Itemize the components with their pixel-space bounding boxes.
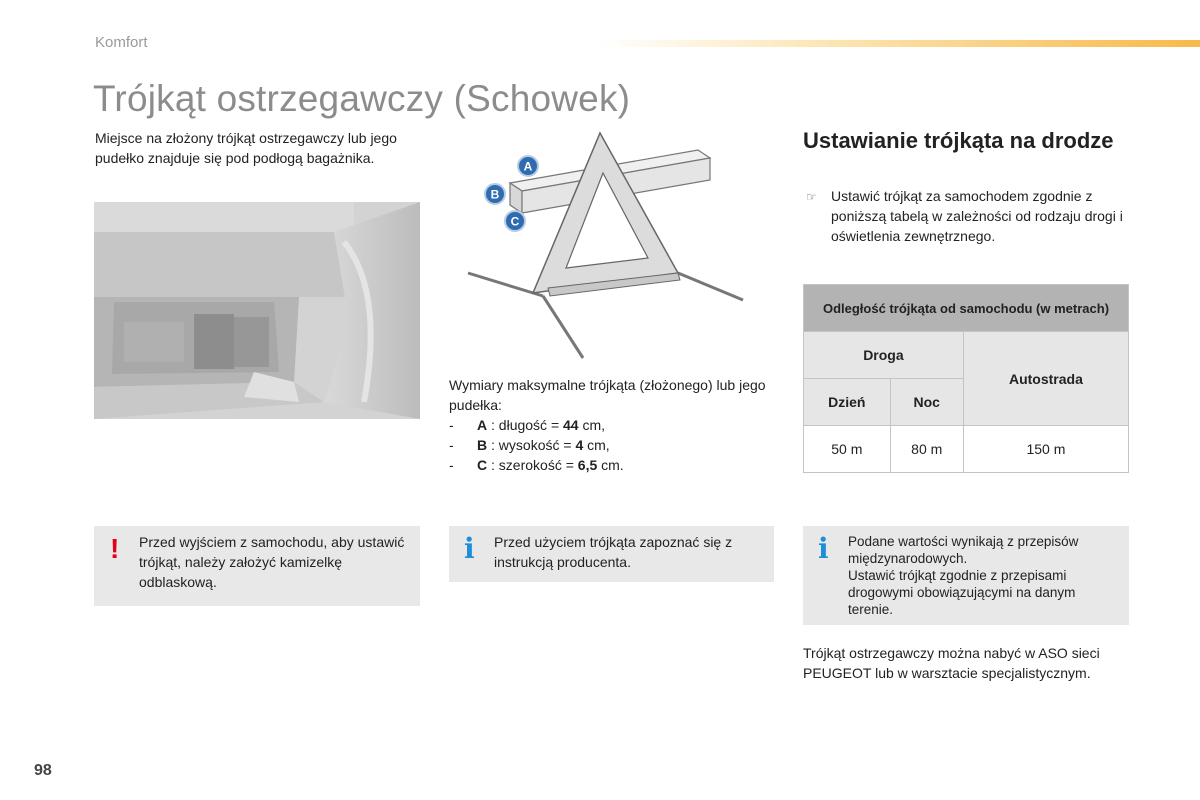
hand-pointer-icon: ☞ bbox=[806, 190, 817, 204]
table-cell-highway: 150 m bbox=[963, 426, 1128, 473]
warning-note bbox=[94, 526, 420, 606]
info-note-manual-text: Przed użyciem trójkąta zapoznać się z instrukcją producenta. bbox=[494, 534, 733, 570]
info-note-regulations-line-2: Ustawić trójkąt zgodnie z przepisami drogowymi obowiązującymi na danym terenie. bbox=[848, 568, 1076, 617]
section-heading: Ustawianie trójkąta na drodze bbox=[803, 128, 1114, 153]
triangle-foot-right bbox=[678, 273, 743, 300]
svg-text:C: C bbox=[510, 214, 520, 229]
triangle-foot-left bbox=[468, 273, 543, 296]
dimensions-intro: Wymiary maksymalne trójkąta (złożonego) lub jego pudełka: bbox=[449, 377, 766, 413]
instruction-text: Ustawić trójkąt za samochodem zgodnie z poniższą tabelą w zależności od rodzaju drogi i oświetlenia zewnętrznego. bbox=[831, 188, 1123, 244]
header-accent-bar bbox=[600, 40, 1200, 47]
table-cell-night: 80 m bbox=[890, 426, 963, 473]
label-c-icon bbox=[505, 211, 525, 231]
dimensions-block bbox=[449, 375, 779, 475]
triangle-diagram bbox=[448, 128, 773, 363]
info-icon: i bbox=[818, 532, 829, 565]
table-header-day: Dzień bbox=[804, 379, 891, 426]
svg-text:B: B bbox=[490, 187, 500, 202]
table-header-highway: Autostrada bbox=[963, 332, 1128, 426]
label-b-icon bbox=[485, 184, 505, 204]
dimension-item-b: - B : wysokość = 4 cm, bbox=[449, 437, 610, 453]
dimension-item-a: - A : długość = 44 cm, bbox=[449, 417, 606, 433]
info-note-manual bbox=[449, 526, 774, 582]
label-a-icon bbox=[518, 156, 538, 176]
trunk-photo bbox=[94, 202, 420, 419]
info-note-regulations-text bbox=[848, 533, 1121, 618]
info-icon: i bbox=[464, 532, 475, 565]
table-header-night: Noc bbox=[890, 379, 963, 426]
section-label: Komfort bbox=[95, 34, 148, 51]
dimensions-list bbox=[449, 415, 779, 475]
purchase-text: Trójkąt ostrzegawczy można nabyć w ASO sieci PEUGEOT lub w warsztacie specjalistycznym. bbox=[803, 645, 1100, 681]
table-cell-day: 50 m bbox=[804, 426, 891, 473]
triangle-foot-back bbox=[543, 296, 583, 358]
info-note-regulations-line-1: Podane wartości wynikają z przepisów międzynarodowych. bbox=[848, 534, 1079, 566]
page-number: 98 bbox=[34, 762, 52, 779]
intro-text: Miejsce na złożony trójkąt ostrzegawczy lub jego pudełko znajduje się pod podłogą bagażnika. bbox=[95, 130, 397, 166]
placement-instruction bbox=[803, 186, 1128, 246]
svg-text:A: A bbox=[523, 159, 533, 174]
table-header-road: Droga bbox=[804, 332, 964, 379]
distance-table bbox=[803, 284, 1129, 473]
warning-icon: ! bbox=[110, 533, 120, 564]
info-note-regulations bbox=[803, 526, 1129, 625]
trunk-illustration bbox=[94, 202, 420, 419]
dimension-item-c: - C : szerokość = 6,5 cm. bbox=[449, 457, 624, 473]
warning-note-text: Przed wyjściem z samochodu, aby ustawić trójkąt, należy założyć kamizelkę odblaskową. bbox=[139, 534, 405, 590]
page-title: Trójkąt ostrzegawczy (Schowek) bbox=[93, 78, 631, 119]
table-caption: Odległość trójkąta od samochodu (w metrach) bbox=[804, 285, 1129, 332]
